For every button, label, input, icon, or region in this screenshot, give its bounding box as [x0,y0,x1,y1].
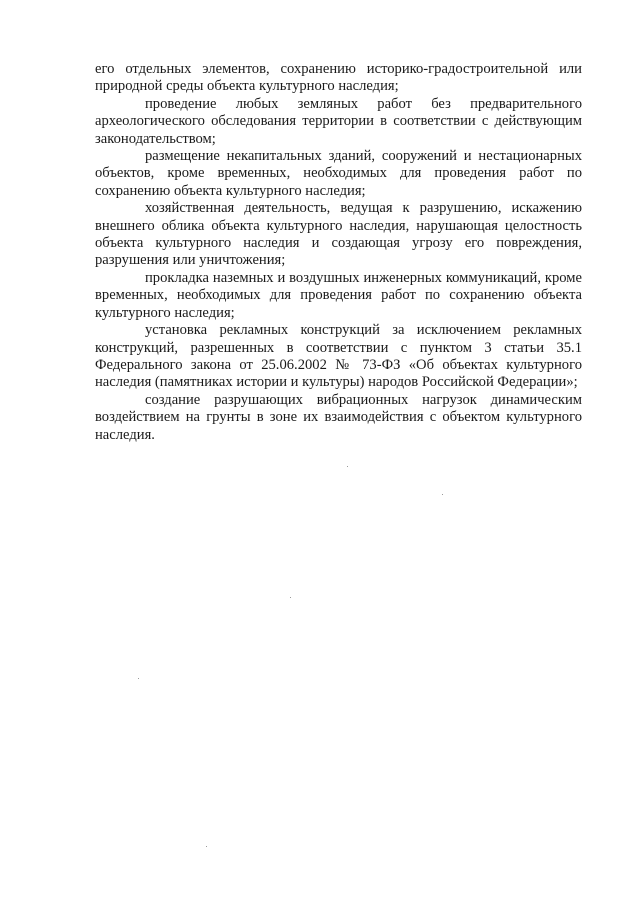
paragraph-temporary-structures: размещение некапитальных зданий, сооружений и нестационарных объектов, кроме временных, необходимых для проведения работ по сохранению объекта культурного наследия; [95,148,582,199]
paragraph-economic-activity: хозяйственная деятельность, ведущая к разрушению, искажению внешнего облика объекта культурного наследия, нарушающая целостность объекта культурного наследия и создающая угрозу его повреждения, разрушения или уничтожения; [95,200,582,269]
paragraph-earthworks: проведение любых земляных работ без предварительного археологического обследования территории в соответствии с действующим законодательством; [95,95,582,147]
paragraph-advertising: установка рекламных конструкций за исключением рекламных конструкций, разрешенных в соответствии с пунктом 3 статьи 35.1 Федерального закона от 25.06.2002 № 73-ФЗ «Об объектах культурного наследия (памятниках истории и культуры) народов Российской Федерации»; [95,322,582,391]
scan-speck [442,494,443,495]
scan-speck [138,678,139,679]
scan-speck [290,597,291,598]
paragraph-continuation: его отдельных элементов, сохранению историко-градостроительной или природной среды объекта культурного наследия; [95,61,582,95]
document-body [95,61,582,444]
scan-speck [347,466,348,467]
scan-speck [206,846,207,847]
paragraph-vibration-loads: создание разрушающих вибрационных нагрузок динамическим воздействием на грунты в зоне их взаимодействия с объектом культурного наследия. [95,391,582,443]
paragraph-communications: прокладка наземных и воздушных инженерных коммуникаций, кроме временных, необходимых для проведения работ по сохранению объекта культурного наследия; [95,269,582,321]
